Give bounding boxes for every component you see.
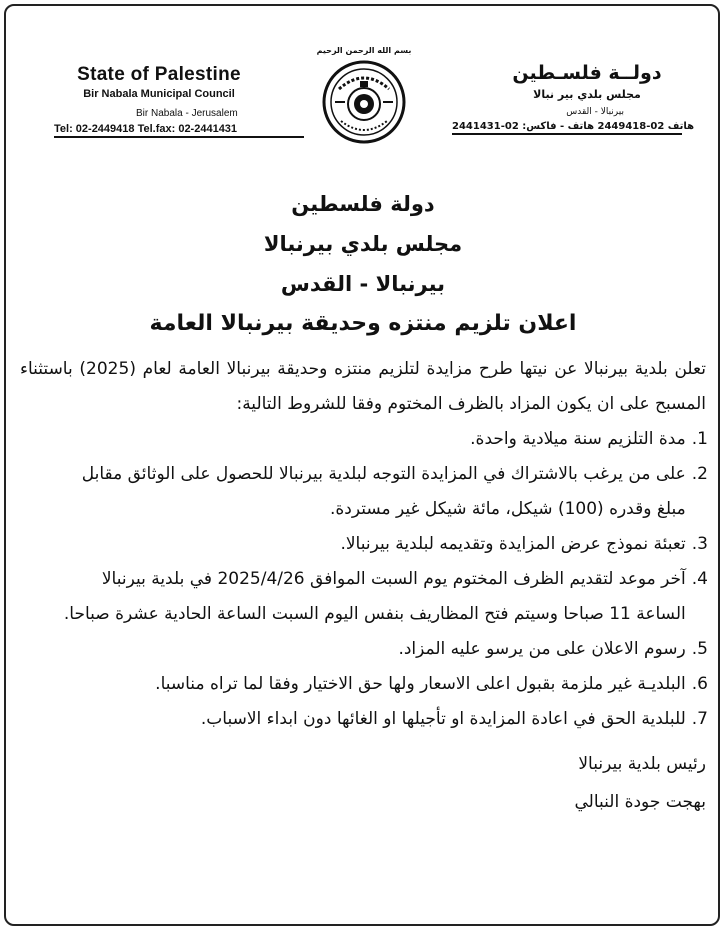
- term-number: 7.: [691, 709, 708, 729]
- location-arabic: بيرنبالا - القدس: [566, 107, 624, 117]
- term-number: 2.: [691, 464, 708, 484]
- term-number: 5.: [691, 639, 708, 659]
- list-item: [18, 422, 708, 457]
- term-number: 3.: [691, 534, 708, 554]
- heading-location: بيرنبالا - القدس: [280, 272, 446, 296]
- term-text: على من يرغب بالاشتراك في المزايدة التوجه لبلدية بيرنبالا للحصول على الوثائق مقابل مبلغ وقدره (100) شيكل، مائة شيكل غير مستردة.: [81, 464, 686, 519]
- list-item: [18, 527, 708, 562]
- heading-state: دولة فلسطين: [291, 192, 435, 216]
- basmala: بسم الله الرحمن الرحيم: [316, 46, 412, 55]
- list-item: [18, 702, 708, 737]
- headings: [18, 184, 708, 344]
- term-number: 6.: [691, 674, 708, 694]
- announcement-body: [18, 184, 708, 821]
- intro-paragraph: تعلن بلدية بيرنبالا عن نيتها طرح مزايدة لتلزيم منتزه وحديقة بيرنبالا العامة لعام (2025) باستثناء المسبح على ان يكون المزاد بالظرف المختوم وفقا للشروط التالية:: [20, 359, 706, 414]
- term-text: تعبئة نموذج عرض المزايدة وتقديمه لبلدية بيرنبالا.: [340, 534, 686, 554]
- term-text: مدة التلزيم سنة ميلادية واحدة.: [470, 429, 686, 449]
- terms-list: [18, 422, 708, 737]
- term-text: رسوم الاعلان على من يرسو عليه المزاد.: [398, 639, 686, 659]
- council-name-english: Bir Nabala Municipal Council: [83, 88, 235, 100]
- term-text: آخر موعد لتقديم الظرف المختوم يوم السبت الموافق 2025/4/26 في بلدية بيرنبالا الساعة 11 صباحا وسيتم فتح المظاريف بنفس اليوم السبت الساعة الحادية عشرة صباحا.: [63, 569, 686, 624]
- location-english: Bir Nabala - Jerusalem: [136, 108, 238, 119]
- list-item: [18, 632, 708, 667]
- list-item: [18, 457, 708, 527]
- signature-block: [18, 745, 708, 821]
- letterhead: [6, 6, 720, 166]
- term-number: 4.: [691, 569, 708, 589]
- contact-arabic: هاتف 02-2449418 هاتف - فاكس: 02-2441431: [452, 121, 682, 135]
- signature-position: رئيس بلدية بيرنبالا: [578, 754, 706, 774]
- letterhead-arabic: [452, 62, 695, 135]
- heading-council: مجلس بلدي بيرنبالا: [263, 232, 463, 256]
- state-name-arabic: دولــة فلسـطين: [512, 62, 662, 84]
- term-text: البلديـة غير ملزمة بقبول اعلى الاسعار ولها حق الاختيار وفقا لما تراه مناسبا.: [155, 674, 686, 694]
- state-name-english: State of Palestine: [77, 64, 241, 85]
- municipal-seal-icon: [321, 59, 407, 145]
- council-name-arabic: مجلس بلدي بير نبالا: [533, 88, 641, 101]
- seal-block: [302, 46, 426, 145]
- list-item: [18, 667, 708, 702]
- announcement-title: اعلان تلزيم منتزه وحديقة بيرنبالا العامة: [149, 311, 577, 336]
- document-page: [4, 4, 720, 926]
- term-number: 1.: [691, 429, 708, 449]
- term-text: للبلدية الحق في اعادة المزايدة او تأجيلها او الغائها دون ابداء الاسباب.: [200, 709, 686, 729]
- letterhead-english: [54, 64, 304, 138]
- list-item: [18, 562, 708, 632]
- signature-name: بهجت جودة النبالي: [574, 792, 706, 812]
- contact-english: Tel: 02-2449418 Tel.fax: 02-2441431: [54, 123, 304, 138]
